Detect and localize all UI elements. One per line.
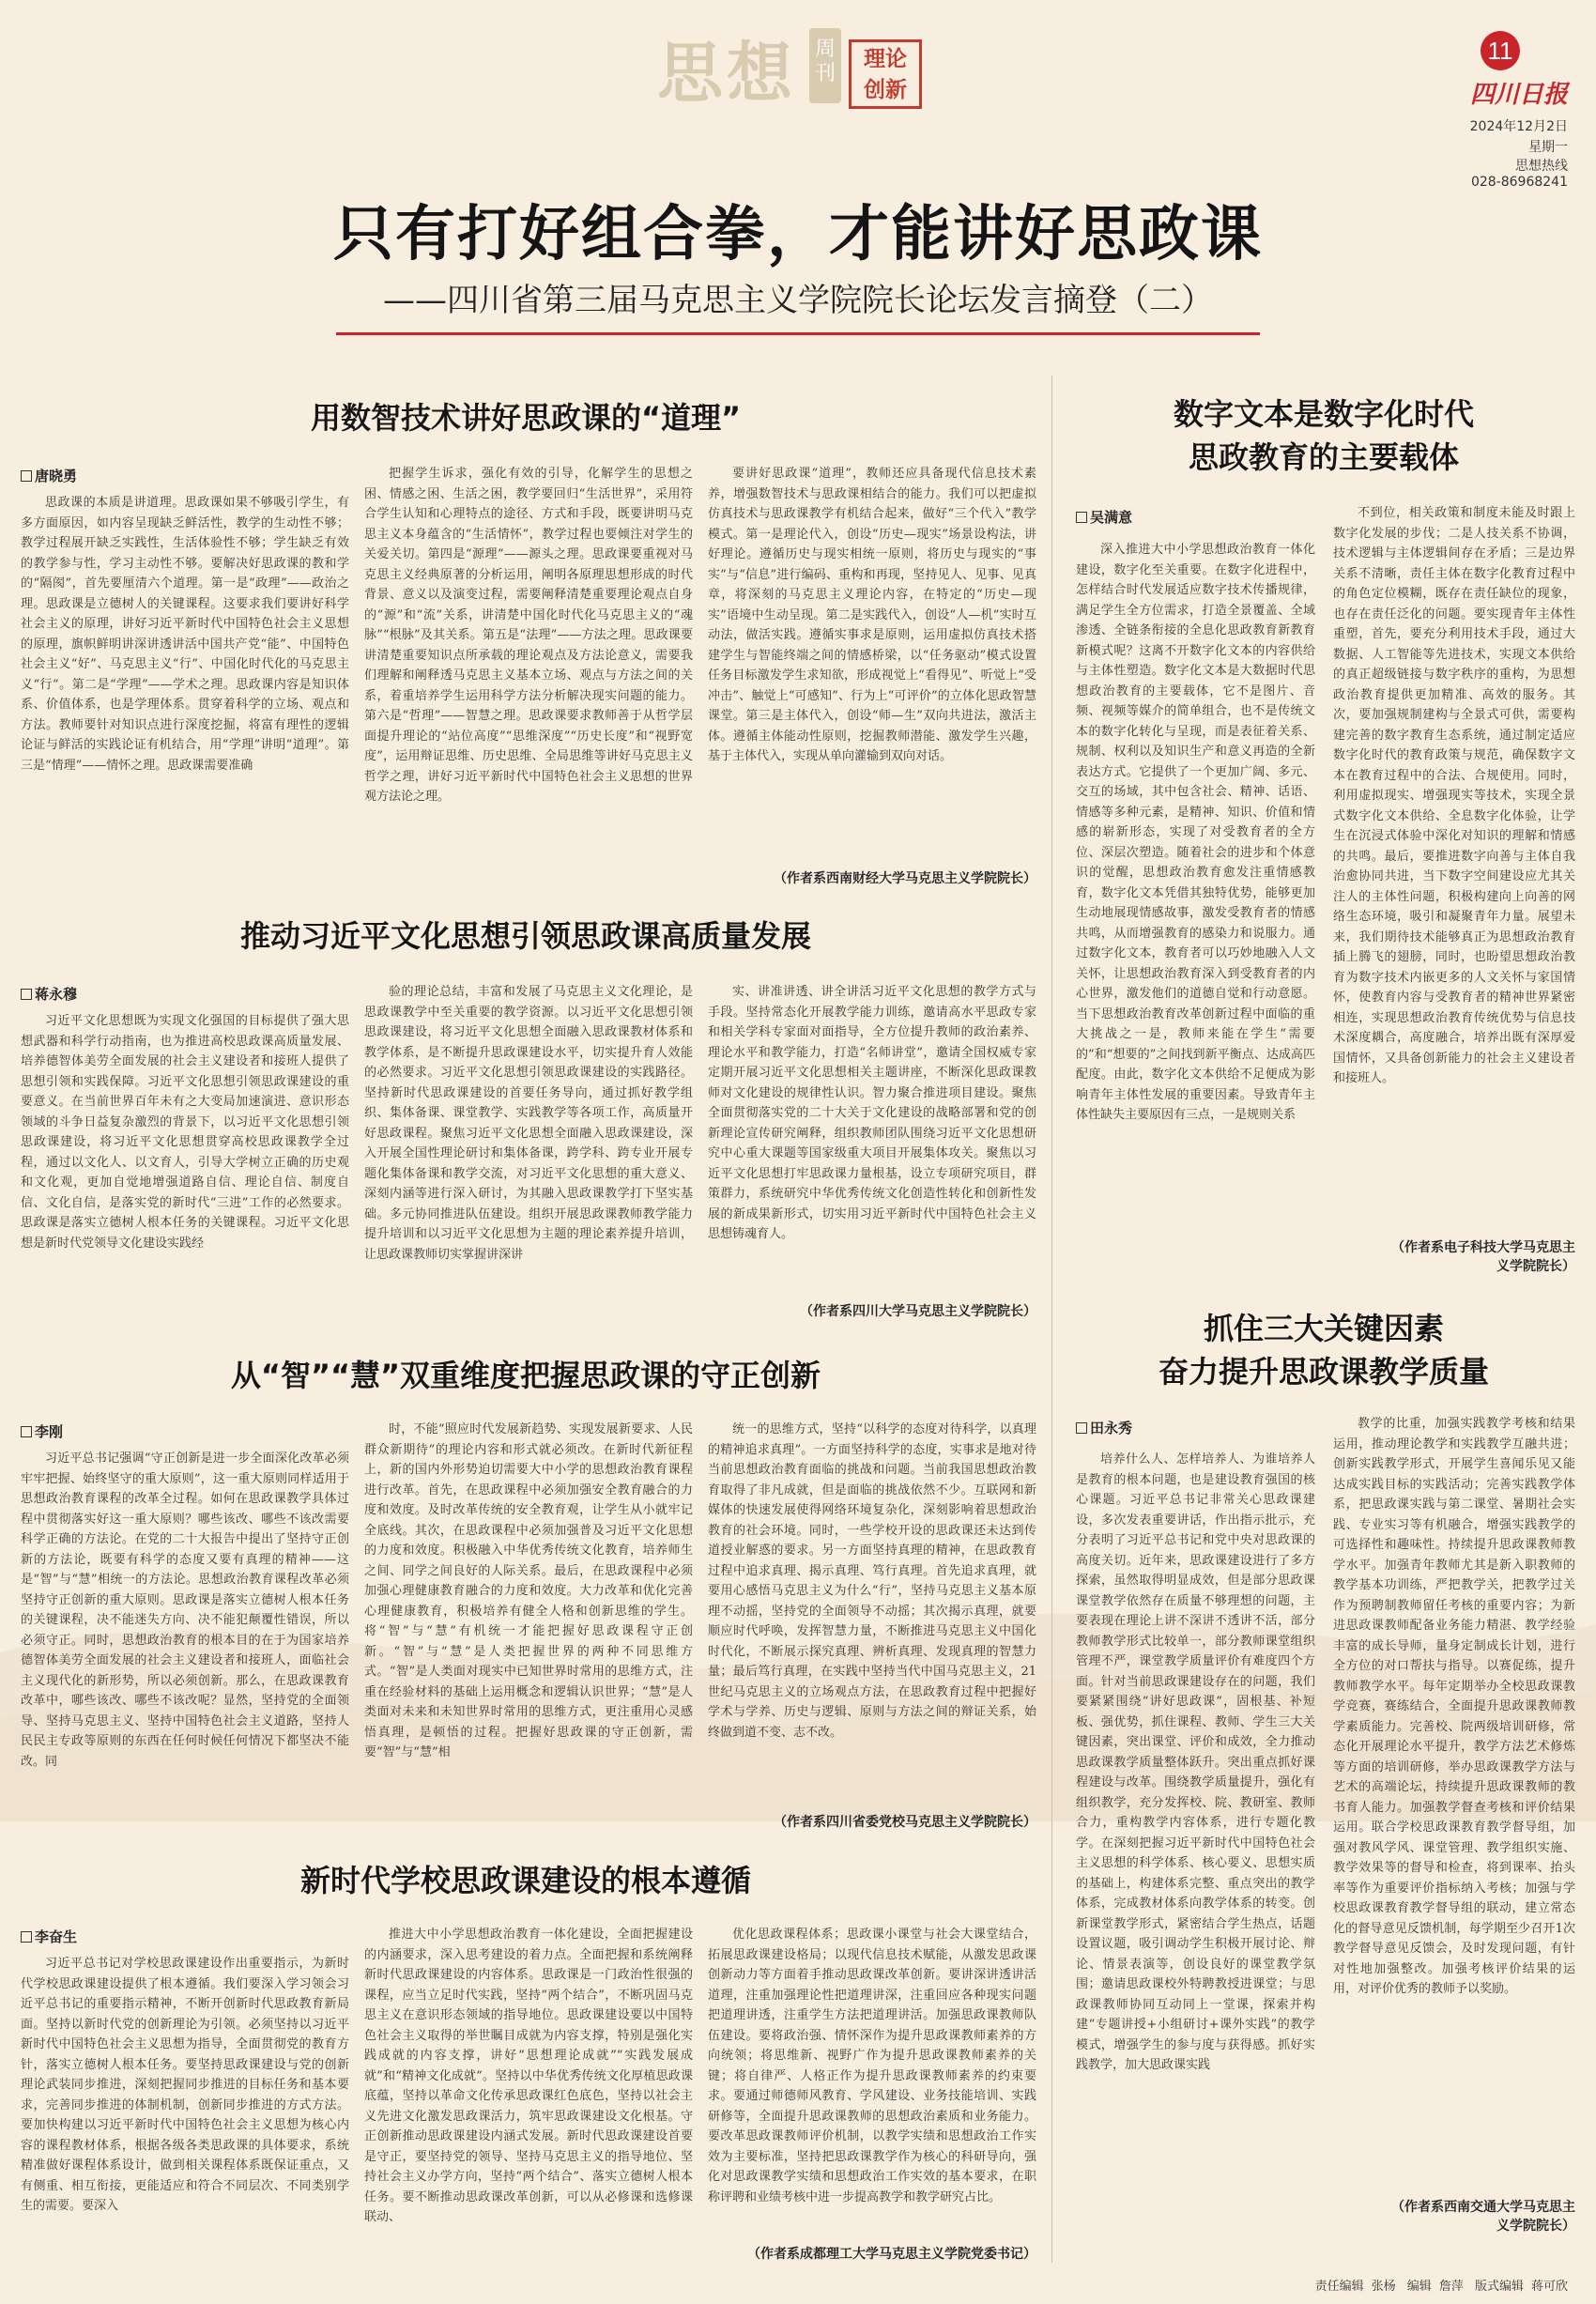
article-signature bbox=[1314, 2197, 1575, 2235]
article-column bbox=[364, 1420, 693, 1833]
article-paragraph: 时，不能“照应时代发展新趋势、实现发展新要求、人民群众新期待”的理论内容和形式就必须改。在新时代新征程上，新的国内外形势迫切需要大中小学的思想政治教育课程进行改革。首先，在思政课程中必须加强安全教育融合的力度和效度。及时改革传统的安全教育观，让学生从小就牢记全底线。其次，在思政课程中必须加强普及习近平文化思想的力度和效度。积极融入中华优秀传统文化教育，培养师生之间、同学之间良好的人际关系。最后，在思政课程中必须加强心理健康教育融合的力度和效度。大力改革和优化完善心理健康教育，积极培养有健全人格和创新思维的学生。将“智”与“慧”有机统一才能把握好思政课程守正创新。“智”与“慧”是人类把握世界的两种不同思维方式。“智”是人类面对现实中已知世界时常用的思维方式，注重在经验材料的基础上运用概念和逻辑认识世界；“慧”是人类面对未来和未知世界时常用的思维方式，更注重用心灵感悟真理，是顿悟的过程。把握好思政课的守正创新，需要“智”与“慧”相 bbox=[364, 1422, 693, 1759]
article-author: 李刚 bbox=[21, 1421, 63, 1441]
article-title: 新时代学校思政课建设的根本遵循 bbox=[299, 1863, 751, 1898]
article-title bbox=[1061, 392, 1587, 479]
article-column bbox=[364, 464, 693, 888]
theory-innovation-stamp bbox=[849, 39, 922, 109]
article-column bbox=[708, 464, 1036, 864]
article-author: 李奋生 bbox=[21, 1927, 77, 1946]
stamp-line-1: 理论 bbox=[864, 47, 907, 71]
hotline-number: 028-86968241 bbox=[1470, 175, 1568, 190]
paper-name: 四川日报 bbox=[1469, 81, 1568, 109]
article-paragraph: 统一的思维方式，坚持“以科学的态度对待科学，以真理的精神追求真理”。一方面坚持科学的态度，实事求是地对待当前思想政治教育面临的挑战和问题。当前我国思想政治教育取得了非凡成就，但是面临的挑战依然不少。互联网和新媒体的快速发展使得网络环境复杂化，深刻影响着思想政治教育的社会环境。同时，一些学校开设的思政课还未达到传道授业解惑的要求。另一方面坚持真理的精神，在思政教育过程中追求真理、揭示真理、笃行真理。首先追求真理，就要用心感悟马克思主义为什么“行”，坚持马克思主义基本原理不动摇，坚持党的全面领导不动摇；其次揭示真理，就要顺应时代呼唤，发挥智慧力量，不断推进马克思主义中国化时代化，不断展示探究真理、辨析真理、发现真理的智慧力量；最后笃行真理，在实践中坚持当代中国马克思主义，21世纪马克思主义的立场观点方法，在思政教育过程中把握好学术与学养、历史与逻辑、原则与方法之间的辩证关系，始终做到道不变、志不改。 bbox=[708, 1422, 1036, 1740]
page-number: 11 bbox=[1481, 31, 1520, 70]
article-paragraph: 培养什么人、怎样培养人、为谁培养人是教育的根本问题，也是建设教育强国的核心课题。习近平总书记非常关心思政课建设，多次发表重要讲话，作出指示批示，充分表明了习近平总书记和党中央对思政课的高度关切。近年来，思政课建设进行了多方探索，虽然取得明显成效，但是部分思政课课堂教学依然存在质量不够理想的问题，主要表现在理论上讲不深讲不透讲不活，部分教师教学形式比较单一，部分教师课堂组织管理不严，课堂教学质量评价有难度四个方面。针对当前思政课建设存在的问题，我们要紧紧围绕“讲好思政课”，固根基、补短板、强优势，抓住课程、教师、学生三大关键因素，突出课堂、评价和成效，全力推动思政课教学质量整体跃升。突出重点抓好课程建设与改革。围绕教学质量提升，强化有组织教学，充分发挥校、院、教研室、教师合力，重构教学内容体系，进行专题化教学。在深刻把握习近平新时代中国特色社会主义思想的科学体系、核心要义、思想实质的基础上，构建体系完整、重点突出的教学体系，完成教材体系向教学体系的转变。创新课堂教学形式，紧密结合学生热点，话题设置议题，吸引调动学生积极开展讨论、辩论、情景表演等，创设良好的课堂教学氛围；邀请思政课校外特聘教授进课堂；与思政课教师协同互动同上一堂课，探索并构建“专题讲授+小组研讨+课外实践”的教学模式，增强学生的参与度与获得感。抓好实践教学，加大思政课实践 bbox=[1076, 1452, 1315, 2072]
editor-name: 张杨 bbox=[1371, 2280, 1396, 2294]
column-separator bbox=[1051, 376, 1052, 2263]
editor-label: 责任编辑 bbox=[1314, 2280, 1364, 2294]
hotline-label: 思想热线 bbox=[1515, 159, 1568, 174]
article-author: 唐晓勇 bbox=[21, 466, 77, 485]
article-paragraph: 实、讲准讲透、讲全讲活习近平文化思想的教学方式与手段。坚持常态化开展教学能力训练，邀请高水平思政专家和相关学科专家面对面指导，全方位提升教师的政治素养、理论水平和教学能力，打造“名师讲堂”，邀请全国权威专家定期开展习近平文化思想相关主题讲座，不断深化思政课教师对文化建设的规律性认识。智力聚合推进项目建设。聚焦全面贯彻落实党的二十大关于文化建设的战略部署和党的创新理论宣传研究阐释，组织教师团队围绕习近平文化思想研究中心重大课题等国家级重大项目开展集体攻关。聚焦以习近平文化思想打牢思政课力量根基，设立专项研究项目，群策群力，系统研究中华优秀传统文化创造性转化和创新性发展的新成果新形式，切实用习近平新时代中国特色社会主义思想铸魂育人。 bbox=[708, 985, 1036, 1241]
article-column bbox=[708, 982, 1036, 1290]
article-author: 田永秀 bbox=[1076, 1418, 1132, 1437]
article-title-line: 数字文本是数字化时代 bbox=[1173, 396, 1474, 432]
article-paragraph: 不到位，相关政策和制度未能及时跟上数字化发展的步伐；二是人技关系不协调，技术逻辑与主体逻辑间存在矛盾；三是边界关系不清晰，责任主体在数字化教育过程中的角色定位模糊，既存在责任缺位的现象，也存在责任泛化的问题。要实现青年主体性重塑，首先，要充分利用技术手段，通过大数据、人工智能等先进技术，实现文本供给的真正超级链接与数字秩序的重构，为思想政治教育提供更加精准、高效的服务。其次，要加强规制建构与全景式可供，需要构建完善的数字教育生态系统，通过制定适应数字化时代的教育政策与规范，确保数字文本在教育过程中的合法、合规使用。同时，利用虚拟现实、增强现实等技术，实现全景式数字化文本供给、全息数字化体验，让学生在沉浸式体验中深化对知识的理解和情感的共鸣。最后，要推进数字向善与主体自我治愈协同共进，当下数字空间建设应尤其关注人的主体性问题，积极构建向上向善的网络生态环境，吸引和凝聚青年力量。展望未来，我们期待技术能够真正为思想政治教育插上腾飞的翅膀，同时，也盼望思想政治教育为数字技术内嵌更多的人文关怀与家国情怀，使教育内容与受教育者的精神世界紧密相连，实现思想政治教育传统优势与信息技术深度耦合，高度融合，培养出既有深厚爱国情怀，又具备创新能力的社会主义建设者和接班人。 bbox=[1333, 506, 1575, 1085]
editor-label: 编辑 bbox=[1406, 2280, 1432, 2294]
weekday: 星期一 bbox=[1528, 140, 1568, 155]
masthead bbox=[0, 0, 1596, 190]
article-signature bbox=[1314, 1237, 1575, 1275]
article-title: 推动习近平文化思想引领思政课高质量发展 bbox=[239, 918, 811, 954]
article-column bbox=[21, 1011, 349, 1310]
article-title: 从“智”“慧”双重维度把握思政课的守正创新 bbox=[230, 1358, 821, 1393]
signature-line: 义学院院长） bbox=[1496, 1259, 1575, 1274]
stamp-line-2: 创新 bbox=[864, 78, 907, 102]
weekly-badge: 周刊 bbox=[809, 28, 841, 103]
article-paragraph: 习近平总书记强调“守正创新是进一步全面深化改革必须牢牢把握、始终坚守的重大原则”，这一重大原则同样适用于思想政治教育课程的改革全过程。如何在思政课教学具体过程中贯彻落实好这一重大原则？哪些该改、哪些不该改需要科学正确的方法论。在党的二十大报告中提出了坚持守正创新的方法论，既要有科学的态度又要有真理的精神——这是“智”与“慧”相统一的方法论。思想政治教育课程改革必须坚持守正创新的重大原则。思政课是落实立德树人根本任务的关键课程，决不能迷失方向、决不能犯颠覆性错误，所以必须守正。同时，思想政治教育的根本目的在于为国家培养德智体美劳全面发展的社会主义建设者和接班人，面临社会主义现代化的新形势，所以必须创新。那么，在思政课教育改革中，哪些该改、哪些不该改呢？显然，坚持党的全面领导、坚持马克思主义、坚持中国特色社会主义道路，坚持人民民主专政等原则的东西在任何时候任何情况下都坚决不能改。同 bbox=[21, 1452, 349, 1769]
article-column bbox=[21, 1449, 349, 1832]
article-title-line: 抓住三大关键因素 bbox=[1203, 1311, 1444, 1346]
article-paragraph: 习近平总书记对学校思政课建设作出重要指示，为新时代学校思政课建设提供了根本遵循。我们要深入学习领会习近平总书记的重要指示精神，不断开创新时代思政教育新局面。坚持以新时代党的创新理论为引领。必须坚持以习近平新时代中国特色社会主义思想为指导，全面贯彻党的教育方针，落实立德树人根本任务。要坚持思政课建设与党的创新理论武装同步推进，深刻把握同步推进的目标任务和基本要求，完善同步推进的体制机制，创新同步推进的方式方法。要加快构建以习近平新时代中国特色社会主义思想为核心内容的课程教材体系，根据各级各类思政课的具体要求，系统精准做好课程体系设计，做到相关课程体系既保证重点，又有侧重、相互衔接，更能适应和符合不同层次、不同类别学生的需要。要深入 bbox=[21, 1957, 349, 2213]
article-title-line: 思政教育的主要载体 bbox=[1188, 439, 1459, 475]
editor-name: 詹萍 bbox=[1438, 2280, 1464, 2294]
article-title-line: 奋力提升思政课教学质量 bbox=[1158, 1354, 1489, 1390]
main-headline: 只有打好组合拳，才能讲好思政课 bbox=[333, 200, 1263, 269]
article-paragraph: 验的理论总结，丰富和发展了马克思主义文化理论，是思政课教学中至关重要的教学资源。以习近平文化思想引领思政课建设，将习近平文化思想全面融入思政课教材体系和教学体系，是不断提升思政课建设水平，切实提升育人效能的必然要求。习近平文化思想引领思政课建设的实践路径。坚持新时代思政课建设的首要任务导向，通过抓好教学组织、集体备课、课堂教学、实践教学等各项工作，高质量开好思政课程。聚焦习近平文化思想全面融入思政课建设，深入开展全国性理论研讨和集体备课，跨学科、跨专业开展专题化集体备课和教学交流，对习近平文化思想的重大意义、深刻内涵等进行深入研讨，为其融入思政课教学打下坚实基础。多元协同推进队伍建设。组织开展思政课教师教学能力提升培训和以习近平文化思想为主题的理论素养提升培训，让思政课教师切实掌握讲深讲 bbox=[364, 985, 693, 1262]
article-column bbox=[1076, 540, 1315, 1282]
article-author: 蒋永穆 bbox=[21, 984, 77, 1004]
article-column bbox=[1333, 503, 1575, 1234]
article-paragraph: 推进大中小学思想政治教育一体化建设，全面把握建设的内涵要求，深入思考建设的着力点。全面把握和系统阐释新时代思政课建设的内容体系。思政课是一门政治性很强的课程，应当立足时代实践，坚持“两个结合”，不断巩固马克思主义在意识形态领域的指导地位。思政课建设要以中国特色社会主义取得的举世瞩目成就为内容支撑，特别是强化实践成就的内容支撑，讲好“思想理论成就”“实践发展成就”和“精神文化成就”。坚持以中华优秀传统文化厚植思政课底蕴，坚持以革命文化传承思政课红色底色，坚持以社会主义先进文化激发思政课活力，筑牢思政课建设文化根基。守正创新推动思政课建设内涵式发展。新时代思政课建设首要是守正，要坚持党的领导、坚持马克思主义的指导地位、坚持社会主义办学方向，坚持“两个结合”、落实立德树人根本任务。要不断推动思政课改革创新，可以从必修课和选修课联动、 bbox=[364, 1928, 693, 2224]
article-column bbox=[1333, 1414, 1575, 2193]
article-signature: （作者系西南财经大学马克思主义学院院长） bbox=[774, 871, 1036, 886]
article-column bbox=[364, 982, 693, 1309]
article-paragraph: 思政课的本质是讲道理。思政课如果不够吸引学生，有多方面原因，如内容呈现缺乏鲜活性，教学的生动性不够；教学过程展开缺乏实践性，生活体验性不够；学生缺乏有效的教学参与性，学习主动性不够。要解决好思政课的教和学的“隔阂”，首先要厘清六个道理。第一是“政理”——政治之理。思政课是立德树人的关键课程。这要求我们要讲好科学社会主义的原理，讲好习近平新时代中国特色社会主义思想的原理，旗帜鲜明讲深讲透讲活中国共产党“能”、中国特色社会主义“好”、马克思主义“行”、中国化时代化的马克思主义“行”。第二是“学理”——学术之理。思政课内容是知识体系、价值体系，也是学理体系。贯穿着科学的立场、观点和方法。教师要针对知识点进行深度挖掘，将富有理性的逻辑论证与鲜活的实践论证有机结合，用“学理”讲明“道理”。第三是“情理”——情怀之理。思政课需要准确 bbox=[21, 496, 349, 773]
article-title bbox=[1061, 1307, 1587, 1393]
article-column bbox=[1076, 1450, 1315, 2257]
issue-date: 2024年12月2日 bbox=[1469, 119, 1568, 134]
signature-line: （作者系电子科技大学马克思主 bbox=[1391, 1240, 1575, 1255]
signature-line: （作者系西南交通大学马克思主 bbox=[1391, 2200, 1575, 2215]
signature-line: 义学院院长） bbox=[1496, 2219, 1575, 2234]
article-paragraph: 优化思政课程体系；思政课小课堂与社会大课堂结合，拓展思政课建设格局；以现代信息技术赋能，从激发思政课创新动力等方面着手推动思政课改革创新。要讲深讲透讲活道理，注重加强理论性把道理讲深，注重回应各种现实问题把道理讲透，注重学生方法把道理讲活。加强思政课教师队伍建设。要将政治强、情怀深作为提升思政课教师素养的方向统领；将思维新、视野广作为提升思政课教师素养的关键；将自律严、人格正作为提升思政课教师素养的约束要求。要通过师德师风教育、学风建设、业务技能培训、实践研修等，全面提升思政课教师的思想政治素质和业务能力。要改革思政课教师评价机制，以教学实绩和思想政治工作实效为主要标准，坚持把思政课教学作为核心的科研导向，强化对思政课教学实绩和思想政治工作实效的基本要求，在职称评聘和业绩考核中进一步提高教学和教学研究占比。 bbox=[708, 1928, 1036, 2204]
editor-credits bbox=[1174, 2276, 1568, 2294]
article-paragraph: 深入推进大中小学思想政治教育一体化建设，数字化至关重要。在数字化进程中，怎样结合时代发展适应数字技术传播规律，满足学生全方位需求，打造全景覆盖、全域渗透、全链条衔接的全息化思政教育新教育新模式呢？这离不开数字化文本的内容供给与主体性塑造。数字化文本是大数据时代思想政治教育的主要载体，它不是图片、音频、视频等媒介的简单组合，也不是传统文本的数字化转化与呈现，而是表征着关系、规制、权利以及知识生产和意义再造的全新表达方式。它提供了一个更加广阔、多元、交互的场域，其中包含社会、精神、话语、情感等多种元素，是精神、知识、价值和情感的崭新形态，实现了对受教育者的全方位、深层次塑造。随着社会的进步和个体意识的觉醒，思想政治教育愈发注重情感教育，数字化文本凭借其独特优势，能够更加生动地展现情感故事，激发受教育者的情感共鸣，从而增强教育的感染力和说服力。通过数字化文本，教育者可以巧妙地融入人文关怀，让思想政治教育深入到受教育者的内心世界，激发他们的道德自觉和行动意愿。当下思想政治教育改革创新过程中面临的重大挑战之一是，教师来能在学生“需要的”和“想要的”之间找到新平衡点、达成高匹配度。由此，数字化文本供给不足便成为影响青年主体性发展的重要因素。导致青年主体性缺失主要原因有三点，一是规则关系 bbox=[1076, 543, 1315, 1122]
article-column bbox=[21, 493, 349, 887]
article-signature: （作者系四川大学马克思主义学院院长） bbox=[800, 1304, 1036, 1319]
article-paragraph: 习近平文化思想既为实现文化强国的目标提供了强大思想武器和科学行动指南，也为推进高校思政课高质量发展、培养德智体美劳全面发展的社会主义建设者和接班人提供了思想引领和实践保障。习近平文化思想引领思政课建设的重要意义。在当前世界百年未有之大变局加速演进、意识形态领域的斗争日益复杂激烈的背景下，以习近平文化思想引领思政课建设，将习近平文化思想贯穿高校思政课教学全过程，通过以文化人、以文育人，引导大学树立正确的历史观和文化观，更加自觉地增强道路自信、理论自信、制度自信、文化自信，是落实党的新时代“三进”工作的必然要求。思政课是落实立德树人根本任务的关键课程。习近平文化思想是新时代党领导文化建设实践经 bbox=[21, 1014, 349, 1251]
article-column bbox=[364, 1925, 693, 2255]
article-title: 用数智技术讲好思政课的“道理” bbox=[310, 400, 742, 436]
article-column bbox=[708, 1925, 1036, 2240]
editor-label: 版式编辑 bbox=[1474, 2280, 1524, 2294]
section-title: 思想 bbox=[657, 34, 796, 112]
main-subheadline: ——四川省第三届马克思主义学院院长论坛发言摘登（二） bbox=[383, 282, 1213, 319]
article-signature: （作者系成都理工大学马克思主义学院党委书记） bbox=[747, 2247, 1036, 2262]
article-paragraph: 教学的比重，加强实践教学考核和结果运用，推动理论教学和实践教学互融共进；创新实践教学形式，开展学生喜闻乐见又能达成实践目标的实践活动；完善实践教学体系，把思政课实践与第二课堂、暑期社会实践、专业实习等有机融合，增强实践教学的可选择性和趣味性。持续提升思政课教师教学水平。加强青年教师尤其是新入职教师的教学基本功训练，严把教学关，把教学过关作为预聘制教师留任考核的重要内容；为新进思政课教师配备业务能力精湛、教学经验丰富的成长导师，量身定制成长计划，进行全方位的对口帮扶与指导。以赛促练，提升教师教学水平。每年定期举办全校思政课教学竞赛，赛练结合，全面提升思政课教师教学素质能力。完善校、院两级培训研修，常态化开展理论水平提升，教学方法艺术修炼等方面的培训研修，举办思政课教学方法与艺术的高端论坛，持续提升思政课教师的教书育人能力。加强教学督查考核和评价结果运用。联合学校思政课教育教学督导组，加强对教风学风、课堂管理、教学组织实施、教学效果等的督导和检查，将到课率、抬头率等作为重要评价指标纳入考核；加强与学校思政课教育教学督导组的联动，建立常态化的督导意见反馈机制，每学期至少召开1次教学督导意见反馈会，及时发现问题，有针对性地加强整改。加强考核评价结果的运用，对评价优秀的教师予以奖励。 bbox=[1333, 1417, 1575, 1996]
article-column bbox=[708, 1420, 1036, 1806]
article-paragraph: 把握学生诉求，强化有效的引导，化解学生的思想之困、情感之困、生活之困，教学要回归“生活世界”，采用符合学生认知和心理特点的途径、方式和手段，既要讲明马克思主义本身蕴含的“生活情怀”，教学过程也要倾注对学生的关爱关切。第四是“源理”——源头之理。思政课要重视对马克思主义经典原著的分析运用，阐明各原理思想形成的时代背景、意义以及演变过程，需要阐释清楚重要理论观点自身的“源”和“流”关系，讲清楚中国化时代化马克思主义的“魂脉”“根脉”及其关系。第五是“法理”——方法之理。思政课要讲清楚重要知识点所承载的理论观点及方法论意义，需要我们理解和阐释透马克思主义基本立场、观点与方法之间的关系，着重培养学生运用科学方法分析解决现实问题的能力。第六是“哲理”——智慧之理。思政课要求教师善于从哲学层面提升理论的“站位高度”“思维深度”“历史长度”和“视野宽度”，运用辩证思维、历史思维、全局思维等讲好马克思主义哲学之理，讲好习近平新时代中国特色社会主义思想的世界观方法论之理。 bbox=[364, 467, 693, 804]
article-author: 吴满意 bbox=[1076, 507, 1132, 527]
article-signature: （作者系四川省委党校马克思主义学院院长） bbox=[774, 1815, 1036, 1830]
headline-divider bbox=[336, 332, 1260, 335]
editor-name: 蒋可欣 bbox=[1530, 2280, 1568, 2294]
article-column bbox=[21, 1954, 349, 2254]
article-paragraph: 要讲好思政课“道理”，教师还应具备现代信息技术素养，增强数智技术与思政课相结合的能力。我们可以把虚拟仿真技术与思政课教学有机结合起来，做好“三个代入”教学模式。第一是理论代入，创设“历史—现实”场景设构法，讲好理论。遵循历史与现实相统一原则，将历史与现实的“事实”与“信息”进行编码、重构和再现，坚持见人、见事、见真章，将深刻的马克思主义理论内容，在特定的“历史—现实”语境中生动呈现。第二是实践代入，创设“人—机”实时互动法，做活实践。遵循实事求是原则，运用虚拟仿真技术搭建学生与智能终端之间的情感桥梁，以“任务驱动”模式设置任务目标激发学生求知欲，形成视觉上“看得见”、听觉上“受冲击”、触觉上“可感知”、行为上“可评价”的立体化思政智慧课堂。第三是主体代入，创设“师—生”双向共进法，激活主体。遵循主体能动性原则，挖掘教师潜能、激发学生兴趣，基于主体代入，实现从单向灌输到双向对话。 bbox=[708, 467, 1036, 763]
